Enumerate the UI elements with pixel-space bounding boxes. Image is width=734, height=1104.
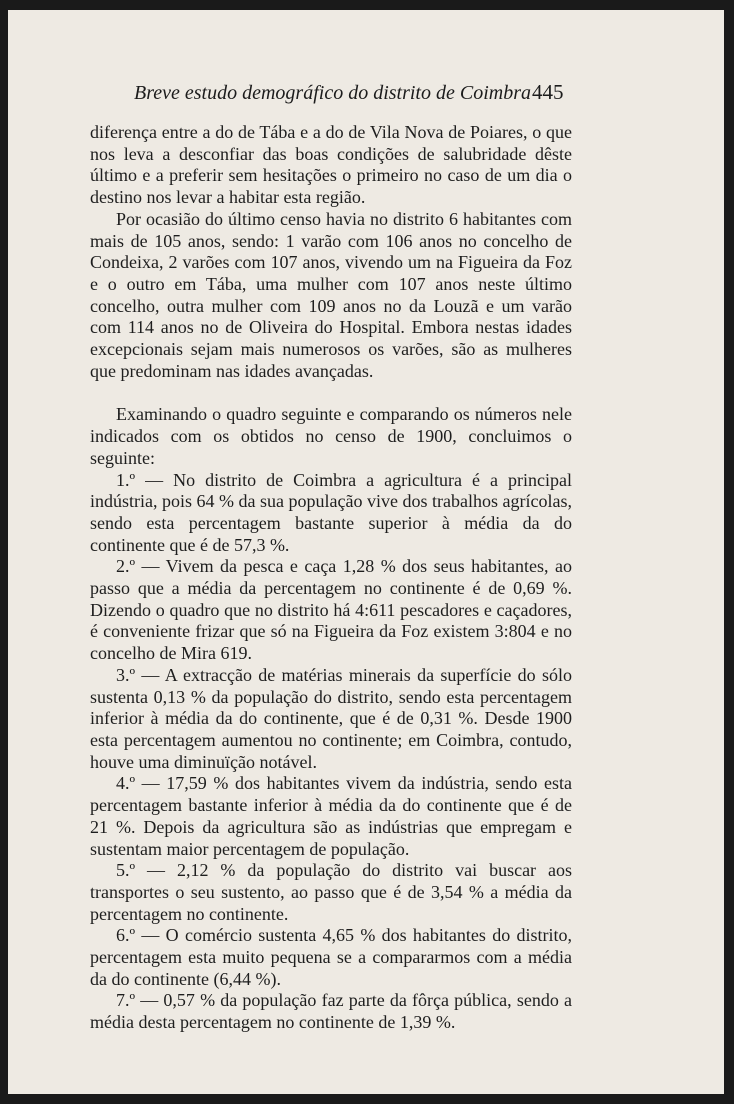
paragraph-item-6: 6.º — O comércio sustenta 4,65 % dos habitantes do distrito, percentagem esta muito pequena se a compararmos com a média da do continente (6,44 %). bbox=[90, 925, 572, 989]
running-header bbox=[8, 78, 724, 106]
paragraph-item-4: 4.º — 17,59 % dos habitantes vivem da indústria, sendo esta percentagem bastante inferior à média da do continente que é de 21 %. Depois da agricultura são as indústrias que empregam e sustentam maior percentagem de população. bbox=[90, 773, 572, 859]
paragraph-item-7: 7.º — 0,57 % da população faz parte da fôrça pública, sendo a média desta percentagem no continente de 1,39 %. bbox=[90, 990, 572, 1033]
paragraph-census-ages: Por ocasião do último censo havia no distrito 6 habitantes com mais de 105 anos, sendo: 1 varão com 106 anos no concelho de Condeixa, 2 varões com 107 anos, vivendo um na Figueira da Foz e o outro em Tába, uma mulher com 107 anos neste último concelho, outra mulher com 109 anos no da Louzã e um varão com 114 anos no de Oliveira do Hospital. Embora nestas idades excepcionais sejam mais numerosos os varões, são as mulheres que predominam nas idades avançadas. bbox=[90, 208, 572, 381]
section-gap bbox=[90, 382, 572, 404]
paragraph-continuation: diferença entre a do de Tába e a do de Vila Nova de Poiares, o que nos leva a desconfiar das boas condições de salubridade dêste último e a preferir sem hesitações o primeiro no caso de um dia o destino nos levar a habitar esta região. bbox=[90, 122, 572, 208]
paragraph-intro-table: Examinando o quadro seguinte e comparando os números nele indicados com os obtidos no censo de 1900, concluimos o seguinte: bbox=[90, 404, 572, 468]
paragraph-item-5: 5.º — 2,12 % da população do distrito vai buscar aos transportes o seu sustento, ao passo que é de 3,54 % a média da percentagem no continente. bbox=[90, 860, 572, 924]
paragraph-item-2: 2.º — Vivem da pesca e caça 1,28 % dos seus habitantes, ao passo que a média da percentagem no continente é de 0,69 %. Dizendo o quadro que no distrito há 4:611 pescadores e caçadores, é conveniente frizar que só na Figueira da Foz existem 3:804 e no concelho de Mira 619. bbox=[90, 556, 572, 664]
page-number: 445 bbox=[532, 80, 564, 104]
paragraph-item-1: 1.º — No distrito de Coimbra a agricultura é a principal indústria, pois 64 % da sua população vive dos trabalhos agrícolas, sendo esta percentagem bastante superior à média da do continente que é de 57,3 %. bbox=[90, 469, 572, 555]
running-title: Breve estudo demográfico do distrito de Coimbra bbox=[134, 82, 531, 104]
body-text bbox=[90, 122, 572, 1034]
paragraph-item-3: 3.º — A extracção de matérias minerais da superfície do sólo sustenta 0,13 % da população do distrito, sendo esta percentagem inferior à média da do continente, que é de 0,31 %. Desde 1900 esta percentagem aumentou no continente; em Coimbra, contudo, houve uma diminuïção notável. bbox=[90, 664, 572, 772]
book-page bbox=[8, 10, 724, 1094]
